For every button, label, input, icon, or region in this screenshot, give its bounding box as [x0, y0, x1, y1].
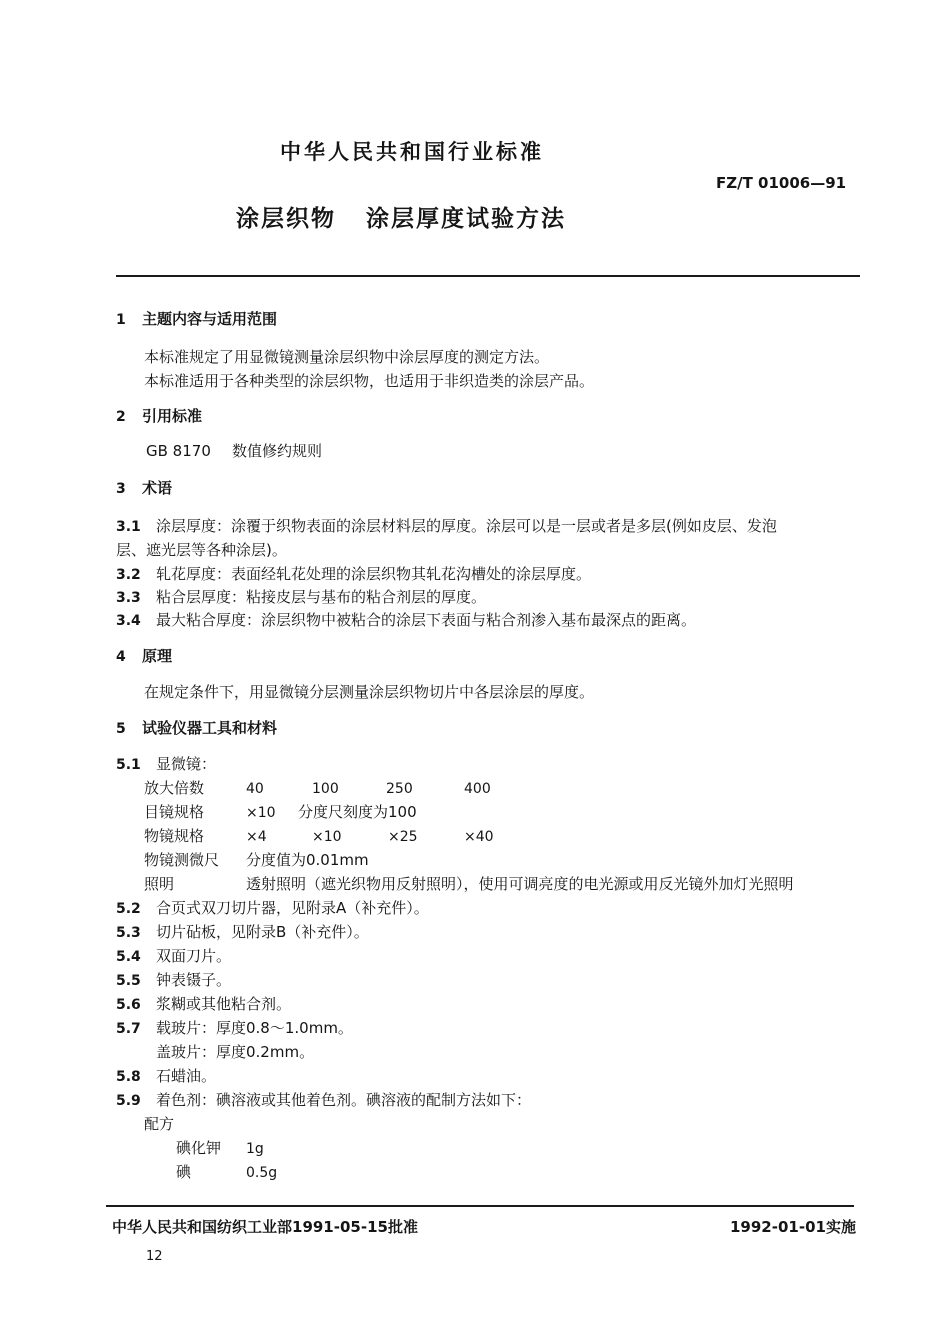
- section-4-heading: 4 原理: [116, 647, 173, 665]
- section-4-para-1: 在规定条件下，用显微镜分层测量涂层织物切片中各层涂层的厚度。: [144, 683, 595, 701]
- issuing-authority: 中华人民共和国行业标准: [280, 140, 544, 164]
- formula-label: 配方: [144, 1115, 175, 1133]
- section-5-heading: 5 试验仪器工具和材料: [116, 719, 278, 737]
- formula-row-potassium-iodide: 碘化钾 1g: [176, 1139, 264, 1157]
- magnification-row: 放大倍数 40 100 250 400: [144, 779, 491, 797]
- term-3-1: 3.1 涂层厚度：涂覆于织物表面的涂层材料层的厚度。涂层可以是一层或者是多层(例如皮层、发泡: [116, 517, 777, 535]
- title-divider: [116, 275, 860, 277]
- formula-row-iodine: 碘 0.5g: [176, 1163, 278, 1181]
- objective-row: 物镜规格 ×4 ×10 ×25 ×40: [144, 827, 494, 845]
- item-5-1: 5.1 显微镜：: [116, 755, 217, 773]
- term-3-3: 3.3 粘合层厚度：粘接皮层与基布的粘合剂层的厚度。: [116, 588, 487, 606]
- term-3-4: 3.4 最大粘合厚度：涂层织物中被粘合的涂层下表面与粘合剂渗入基布最深点的距离。: [116, 611, 697, 629]
- item-5-9: 5.9 着色剂：碘溶液或其他着色剂。碘溶液的配制方法如下：: [116, 1091, 532, 1109]
- section-1-para-1: 本标准规定了用显微镜测量涂层织物中涂层厚度的测定方法。: [144, 348, 550, 366]
- item-5-4: 5.4 双面刀片。: [116, 947, 232, 965]
- item-5-7: 5.7 载玻片：厚度0.8～1.0mm。: [116, 1019, 353, 1037]
- footer-divider: [106, 1205, 854, 1207]
- term-3-2: 3.2 轧花厚度：表面经轧花处理的涂层织物其轧花沟槽处的涂层厚度。: [116, 565, 592, 583]
- reference-title: 数值修约规则: [232, 442, 323, 460]
- reference-code: GB 8170: [146, 442, 211, 460]
- micrometer-row: 物镜测微尺 分度值为0.01mm: [144, 851, 369, 869]
- item-5-3: 5.3 切片砧板，见附录B（补充件）。: [116, 923, 369, 941]
- section-2-heading: 2 引用标准: [116, 407, 203, 425]
- section-1-heading: 1 主题内容与适用范围: [116, 310, 278, 328]
- objective-value: ×25: [388, 829, 418, 845]
- illumination-row: 照明 透射照明（遮光织物用反射照明），使用可调亮度的电光源或用反光镜外加灯光照明: [144, 875, 794, 893]
- mag-value: 400: [464, 781, 491, 797]
- mag-value: 100: [312, 781, 339, 797]
- section-1-para-2: 本标准适用于各种类型的涂层织物，也适用于非织造类的涂层产品。: [144, 372, 595, 390]
- effective-date: 1992-01-01实施: [730, 1218, 856, 1236]
- page-number: 12: [146, 1249, 163, 1264]
- mag-value: 250: [386, 781, 413, 797]
- item-5-5: 5.5 钟表镊子。: [116, 971, 232, 989]
- item-5-2: 5.2 合页式双刀切片器，见附录A（补充件）。: [116, 899, 429, 917]
- eyepiece-row: 目镜规格 ×10 分度尺刻度为100: [144, 803, 417, 821]
- objective-value: ×10: [312, 829, 342, 845]
- item-5-6: 5.6 浆糊或其他粘合剂。: [116, 995, 292, 1013]
- approval-statement: 中华人民共和国纺织工业部1991-05-15批准: [112, 1218, 418, 1236]
- item-5-8: 5.8 石蜡油。: [116, 1067, 217, 1085]
- document-title: 涂层织物 涂层厚度试验方法: [236, 206, 567, 232]
- standard-code: FZ/T 01006—91: [716, 174, 847, 192]
- objective-value: ×40: [464, 829, 494, 845]
- section-3-heading: 3 术语: [116, 479, 173, 497]
- objective-value: ×4: [246, 829, 267, 845]
- item-5-7-cover-glass: 盖玻片：厚度0.2mm。: [156, 1043, 315, 1061]
- mag-value: 40: [246, 781, 264, 797]
- term-3-1-continued: 层、遮光层等各种涂层)。: [116, 541, 287, 559]
- section-2-reference: [146, 440, 322, 461]
